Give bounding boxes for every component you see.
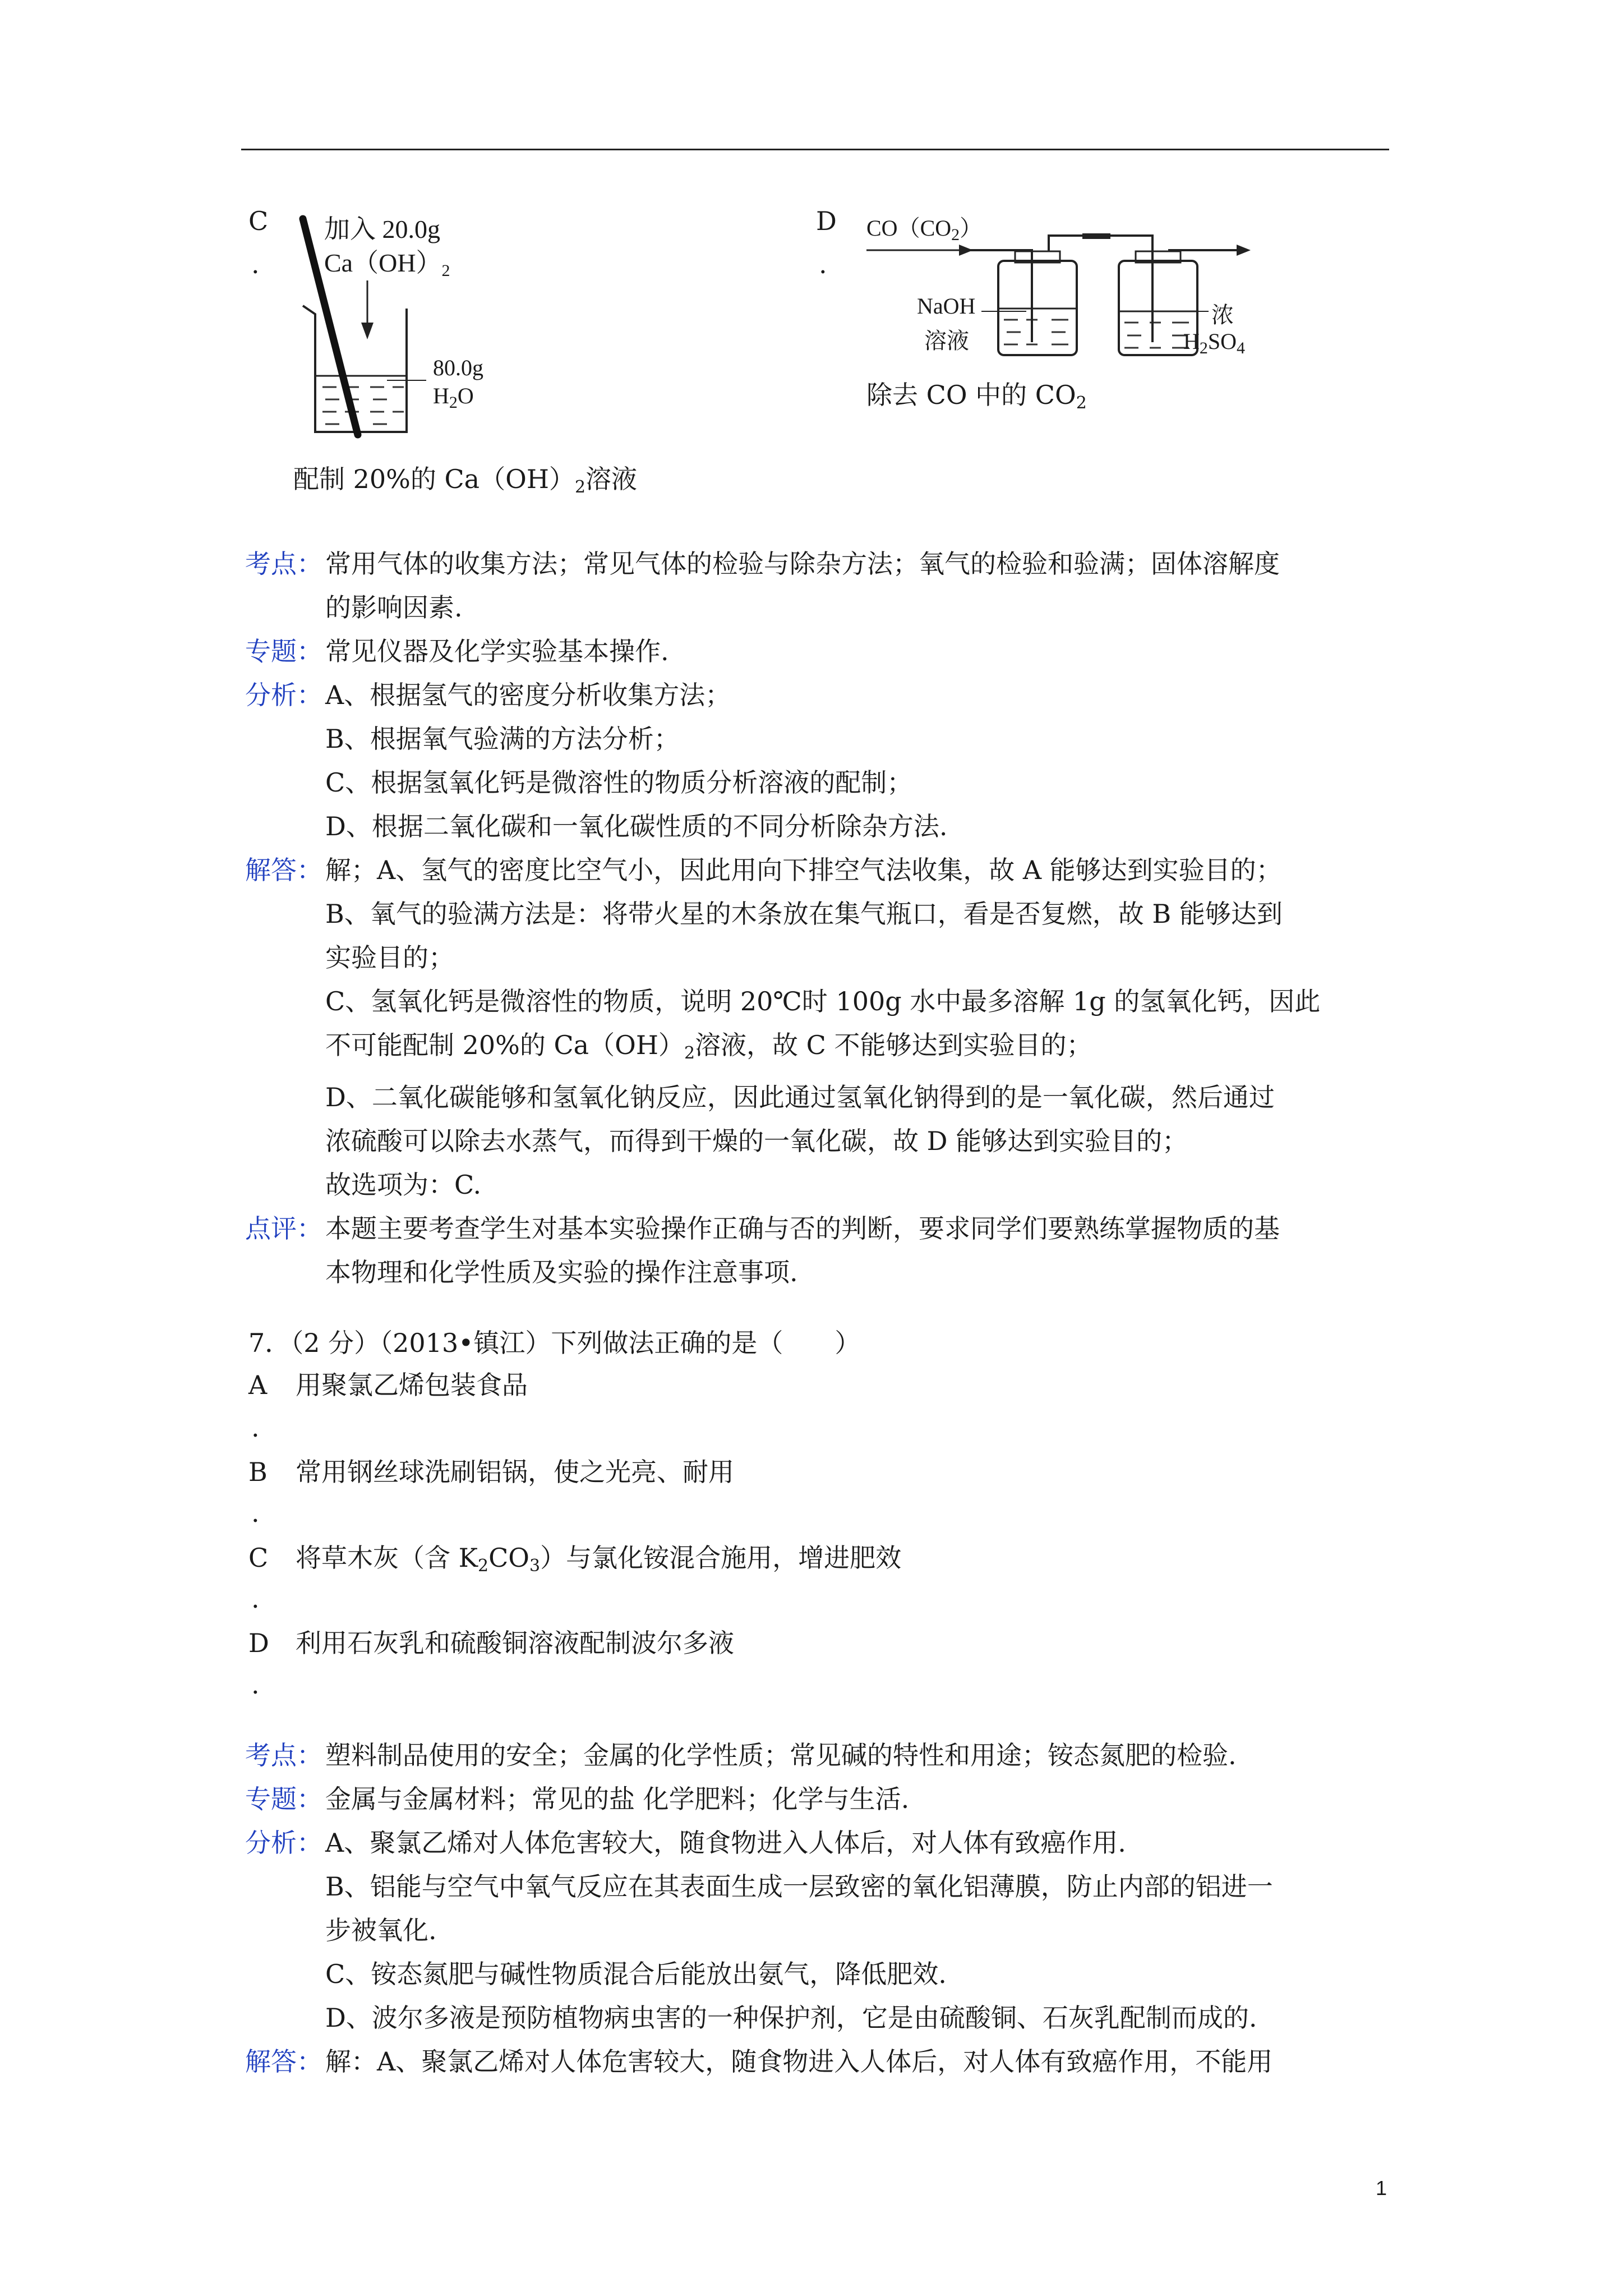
zhuanti-row: [245, 1777, 1395, 1821]
q7-option-d-dot: .: [251, 1669, 260, 1700]
gas-label: $CO(CO_2)$: [866, 215, 983, 244]
fenxi-line: A、聚氯乙烯对人体危害较大，随食物进入人体后，对人体有致癌作用.: [325, 1828, 1126, 1858]
q6-analysis: [245, 542, 1395, 1294]
q7-option-c-dot: .: [251, 1584, 260, 1614]
fenxi-line: D、波尔多液是预防植物病虫害的一种保护剂，它是由硫酸铜、石灰乳配制而成的.: [325, 2003, 1257, 2033]
dianping-text-2: 本物理和化学性质及实验的操作注意事项.: [325, 1257, 798, 1287]
dianping-row: [245, 1207, 1395, 1250]
q7-option-b: 常用钢丝球洗刷铝锅，使之光亮、耐用: [296, 1457, 734, 1487]
naoh-label-2: 溶液: [924, 328, 969, 353]
add-label: 加入 20.0g: [324, 215, 440, 243]
q7-option-b-dot: .: [251, 1498, 260, 1528]
water-mass-label: 80.0g: [433, 355, 483, 380]
kaodian-text: 常用气体的收集方法；常见气体的检验与除杂方法；氧气的检验和验满；固体溶解度: [325, 549, 1280, 579]
fenxi-label: 分析：: [245, 1828, 322, 1858]
fenxi-line: C、根据氢氧化钙是微溶性的物质分析溶液的配制；: [325, 767, 913, 798]
option-c-caption: 配制 20%的 $Ca(OH)_2$溶液: [293, 464, 638, 497]
zhuanti-text: 常见仪器及化学实验基本操作.: [325, 636, 669, 666]
jieda-line: 不可能配制 20%的 $Ca(OH)_2$溶液，故 C 不能够达到实验目的；: [325, 1030, 1092, 1063]
acid-label: 浓: [1211, 302, 1234, 328]
water-formula-label: $H_2O$: [433, 383, 474, 412]
jieda-line: 浓硫酸可以除去水蒸气，而得到干燥的一氧化碳，故 D 能够达到实验目的；: [325, 1126, 1188, 1156]
q7-stem: 7．（2 分）（2013•镇江）下列做法正确的是（ ）: [248, 1328, 861, 1358]
jieda-row: [245, 2040, 1395, 2083]
acid-formula: $H_2SO_4$: [1183, 329, 1246, 357]
jieda-label: 解答：: [245, 855, 322, 885]
q7-option-a-dot: .: [251, 1412, 260, 1443]
jieda-label: 解答：: [245, 2046, 322, 2077]
kaodian-text: 塑料制品使用的安全；金属的化学性质；常见碱的特性和用途；铵态氮肥的检验.: [325, 1740, 1237, 1770]
dianping-text: 本题主要考查学生对基本实验操作正确与否的判断，要求同学们要熟练掌握物质的基: [325, 1213, 1280, 1244]
jieda-line: B、氧气的验满方法是：将带火星的木条放在集气瓶口，看是否复燃，故 B 能够达到: [325, 899, 1283, 929]
compound-label: $Ca(OH)_2$: [324, 249, 450, 280]
option-d-letter: D: [816, 206, 837, 236]
zhuanti-row: [245, 629, 1395, 673]
q7-option-c: 将草木灰（含 $K_2CO_3$）与氯化铵混合施用，增进肥效: [296, 1543, 902, 1576]
zhuanti-text: 金属与金属材料；常见的盐 化学肥料；化学与生活.: [325, 1784, 910, 1814]
fenxi-row: [245, 1821, 1395, 1865]
q7-option-a-letter: A: [248, 1370, 268, 1400]
q7-option-a: 用聚氯乙烯包装食品: [296, 1370, 528, 1400]
jieda-line: 实验目的；: [325, 942, 454, 973]
jieda-line: C、氢氧化钙是微溶性的物质，说明 20℃时 100g 水中最多溶解 1g 的氢氧化钙，因此: [325, 986, 1321, 1016]
option-d-dot: .: [819, 249, 827, 279]
fenxi-label: 分析：: [245, 680, 322, 710]
kaodian-label: 考点：: [245, 549, 322, 579]
fenxi-line: 步被氧化.: [325, 1915, 437, 1945]
zhuanti-label: 专题：: [245, 636, 322, 666]
option-c-letter: C: [248, 206, 269, 236]
header-rule: [241, 149, 1389, 150]
kaodian-row: [245, 1733, 1395, 1777]
jieda-row: [245, 848, 1395, 892]
option-c-dot: .: [251, 249, 260, 279]
fenxi-line: A、根据氢气的密度分析收集方法；: [325, 680, 731, 710]
q7-option-d-letter: D: [248, 1628, 269, 1658]
kaodian-row: [245, 542, 1395, 586]
q7-option-d: 利用石灰乳和硫酸铜溶液配制波尔多液: [296, 1628, 734, 1658]
q7-option-c-letter: C: [248, 1543, 269, 1573]
zhuanti-label: 专题：: [245, 1784, 322, 1814]
fenxi-line: C、铵态氮肥与碱性物质混合后能放出氨气，降低肥效.: [325, 1959, 947, 1989]
dianping-label: 点评：: [245, 1213, 322, 1244]
fenxi-row: [245, 673, 1395, 717]
jieda-line: 解；A、氢气的密度比空气小，因此用向下排空气法收集，故 A 能够达到实验目的；: [325, 855, 1282, 885]
jieda-line: D、二氧化碳能够和氢氧化钠反应，因此通过氢氧化钠得到的是一氧化碳，然后通过: [325, 1082, 1275, 1112]
fenxi-line: D、根据二氧化碳和一氧化碳性质的不同分析除杂方法.: [325, 811, 948, 841]
jieda-line: 故选项为：C.: [325, 1170, 482, 1200]
option-d-caption: 除去 CO 中的 $CO_2$: [866, 380, 1087, 413]
fenxi-line: B、根据氧气验满的方法分析；: [325, 724, 680, 754]
fenxi-line: B、铝能与空气中氧气反应在其表面生成一层致密的氧化铝薄膜，防止内部的铝进一: [325, 1871, 1273, 1902]
page-number: 1: [1376, 2177, 1387, 2200]
kaodian-text-2: 的影响因素.: [325, 592, 463, 623]
jieda-line: 解：A、聚氯乙烯对人体危害较大，随食物进入人体后，对人体有致癌作用，不能用: [325, 2046, 1273, 2077]
q7-analysis: [245, 1733, 1395, 2083]
q7-option-b-letter: B: [248, 1457, 268, 1487]
naoh-label: NaOH: [917, 293, 976, 319]
kaodian-label: 考点：: [245, 1740, 322, 1770]
